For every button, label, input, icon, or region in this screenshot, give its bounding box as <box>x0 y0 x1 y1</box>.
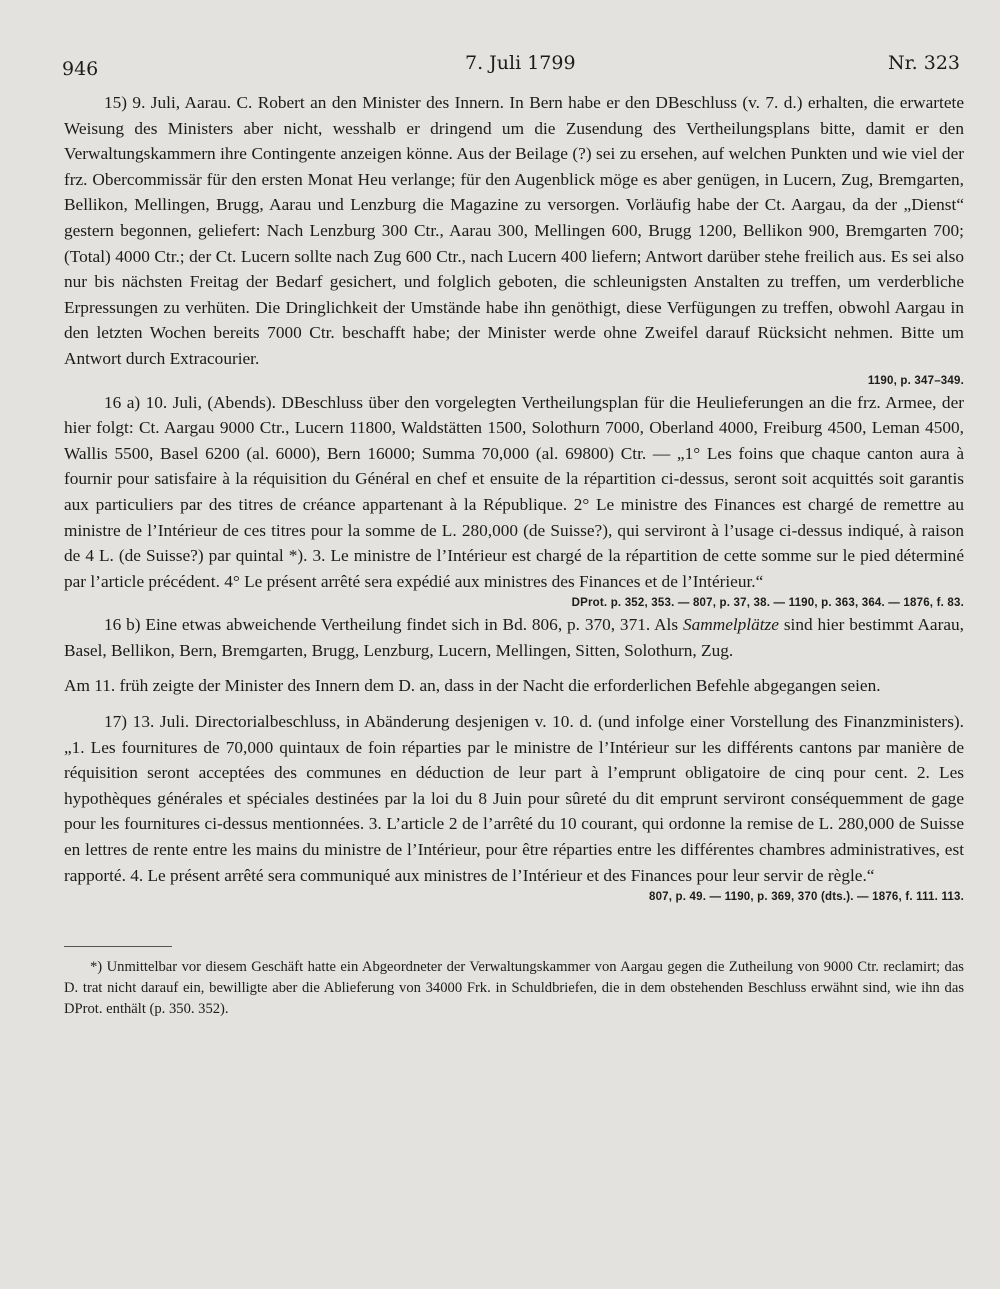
footnote: *) Unmittelbar vor diesem Geschäft hatte ein Abgeordneter der Verwaltungskammer von Aargau gegen die Zutheilung von 9000 Ctr. reclamirt; das D. trat nicht darauf ein, bewilligte aber die Ablieferung von 34000 Frk. in Schuldbriefen, die in dem obstehenden Beschluss erwähnt sind, wie ihn das DProt. enthält (p. 350. 352). <box>64 959 964 1018</box>
entry-16a-source: DProt. p. 352, 353. — 807, p. 37, 38. — 1190, p. 363, 364. — 1876, f. 83. <box>571 597 964 610</box>
entry-17: 17) 13. Juli. Directorialbeschluss, in Abänderung desjenigen v. 10. d. (und infolge einer Vorstellung des Finanzministers). „1. Les fournitures de 70,000 quintaux de foin réparties par le ministre de l’Intérieur sur les différents cantons par manière de réquisition seront acceptées des communes en déduction de leur part à l’emprunt obligatoire de cinq pour cent. 2. Les hypothèques générales et spéciales destinées par la loi du 8 Juin pour sûreté du dit emprunt serviront conséquemment de gage pour les fournitures ci-dessus mentionnées. 3. L’article 2 de l’arrêté du 10 courant, qui ordonne la remise de L. 280,000 de Suisse en lettres de rente entre les mains du ministre de l’Intérieur, pour être réparties entre les différentes chambres administratives, est rapporté. 4. Le présent arrêté sera communiqué aux ministres de l’Intérieur et des Finances pour leur servir de règle.“ <box>64 712 964 885</box>
header-date: 7. Juli 1799 <box>465 52 576 74</box>
entry-17-source: 807, p. 49. — 1190, p. 369, 370 (dts.). — 1876, f. 111. 113. <box>648 891 964 904</box>
entry-15: 15) 9. Juli, Aarau. C. Robert an den Minister des Innern. In Bern habe er den DBeschluss (v. 7. d.) erhalten, die erwartete Weisung des Ministers aber nicht, wesshalb er dringend um die Zusendung des Vertheilungsplans bitte, damit er den Verwaltungskammern ihre Contingente anzeigen könne. Aus der Beilage (?) sei zu ersehen, auf welchen Punkten und wie viel der frz. Obercommissär für den ersten Monat Heu verlange; für den Augenblick möge es aber genügen, in Lucern, Zug, Bremgarten, Bellikon, Mellingen, Brugg, Aarau und Lenzburg die Magazine zu versorgen. Vorläufig habe der Ct. Aargau, da der „Dienst“ gestern begonnen, geliefert: Nach Lenzburg 300 Ctr., Aarau 300, Mellingen 600, Brugg 1200, Bellikon 900, Bremgarten 700; (Total) 4000 Ctr.; der Ct. Lucern sollte nach Zug 600 Ctr., nach Lucern 400 liefern; Antwort darüber stehe freilich aus. Es sei also nur bis nächsten Freitag der Bedarf gesichert, und folglich geboten, die schleunigsten Anstalten zu treffen, um verderbliche Erpressungen zu verhüten. Die Dringlichkeit der Umstände habe ihn genöthigt, diese Verfügungen zu treffen, obwohl Aargau in den letzten Wochen bereits 7000 Ctr. beschafft habe; der Minister werde ohne Zweifel darauf Rücksicht nehmen. Bitte um Antwort durch Extracourier. <box>64 93 964 368</box>
page-number: 946 <box>62 58 99 80</box>
running-header <box>62 52 960 82</box>
entry-16b-italic: Sammelplätze <box>682 615 779 635</box>
main-text <box>64 90 964 1020</box>
entry-16b-note: Am 11. früh zeigte der Minister des Innern dem D. an, dass in der Nacht die erforderlichen Befehle abgegangen seien. <box>64 676 881 696</box>
entry-16b-text: 16 b) Eine etwas abweichende Vertheilung findet sich in Bd. 806, p. 370, 371. Als <box>104 615 683 635</box>
footnote-rule <box>64 946 172 947</box>
document-number: Nr. 323 <box>888 52 960 74</box>
entry-15-source: 1190, p. 347–349. <box>867 374 964 387</box>
entry-16a: 16 a) 10. Juli, (Abends). DBeschluss über den vorgelegten Vertheilungsplan für die Heulieferungen an die frz. Armee, der hier folgt: Ct. Aargau 9000 Ctr., Lucern 11800, Waldstätten 1500, Solothurn 7000, Oberland 4000, Freiburg 4500, Leman 4500, Wallis 5500, Basel 6200 (al. 6000), Bern 16000; Summa 70,000 (al. 69800) Ctr. — „1° Les foins que chaque canton aura à fournir pour satisfaire à la réquisition du Général en chef et ensuite de la répartition ci-dessus, seront soit acquittés soit garantis aux particuliers par des titres de créance appartenant à la République. 2° Le ministre des Finances est chargé de remettre au ministre de l’Intérieur de ces titres pour la somme de L. 280,000 (de Suisse?), qui serviront à l’usage ci-dessus indiqué, à raison de 4 L. (de Suisse?) par quintal *). 3. Le ministre de l’Intérieur est chargé de la répartition de cette somme sur le pied déterminé par l’article précédent. 4° Le présent arrêté sera expédié aux ministres des Finances et de l’Intérieur.“ <box>64 392 964 591</box>
entry-16b <box>64 612 964 663</box>
entry-16b-text-end: sind hier bestimmt Aarau, Basel, Bellikon, Bern, Bremgarten, Brugg, Lenzburg, Lucern, Mellingen, Sitten, Solothurn, Zug. <box>64 615 964 660</box>
